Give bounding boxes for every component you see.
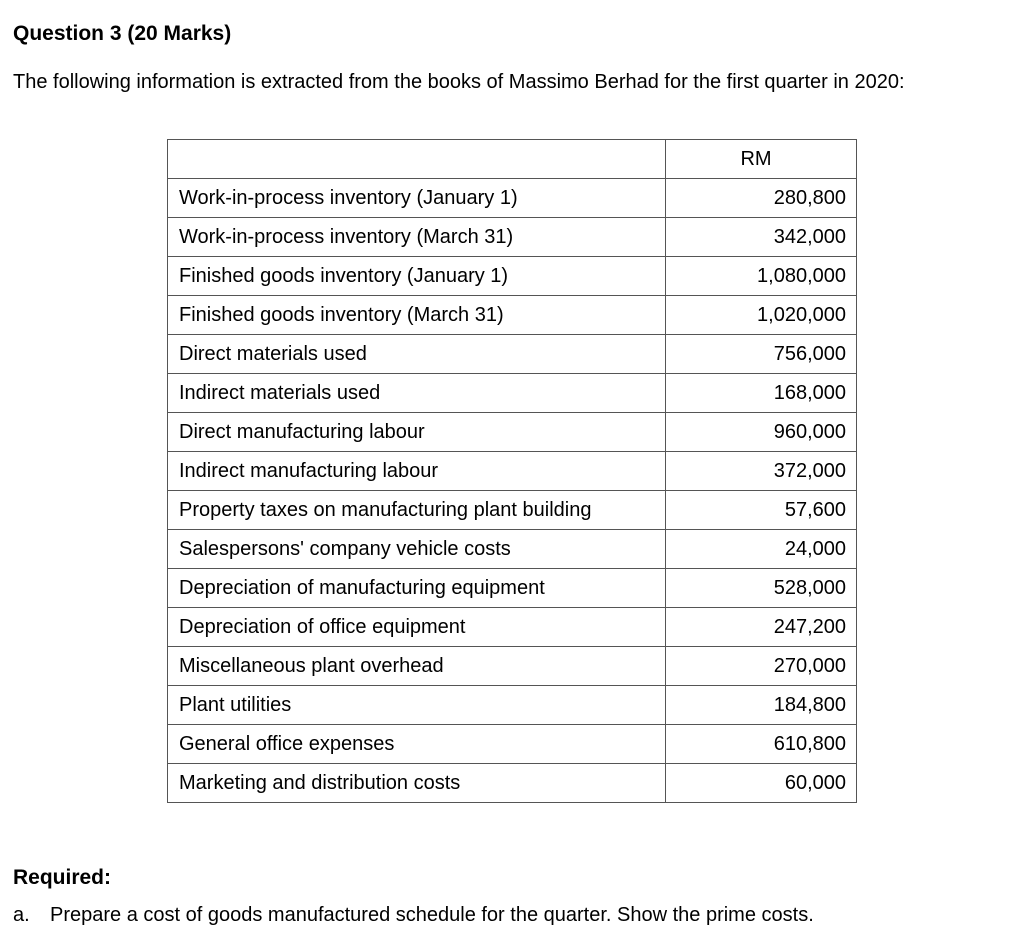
row-amount-cell: 610,800	[666, 725, 857, 764]
required-heading: Required:	[13, 866, 112, 889]
table-row	[168, 686, 857, 725]
task-marker: a.	[13, 904, 30, 926]
row-amount-cell: 528,000	[666, 569, 857, 608]
row-amount-cell: 280,800	[666, 179, 857, 218]
table-row	[168, 530, 857, 569]
row-item-cell: Work-in-process inventory (January 1)	[168, 179, 666, 218]
row-amount-cell: 372,000	[666, 452, 857, 491]
row-item-cell: Indirect manufacturing labour	[168, 452, 666, 491]
row-item-cell: Depreciation of office equipment	[168, 608, 666, 647]
row-item-cell: Salespersons' company vehicle costs	[168, 530, 666, 569]
table-row	[168, 764, 857, 803]
row-item-cell: Direct manufacturing labour	[168, 413, 666, 452]
table-row	[168, 335, 857, 374]
task-text: Prepare a cost of goods manufactured schedule for the quarter. Show the prime costs.	[50, 904, 814, 926]
list-item	[13, 904, 814, 927]
row-amount-cell: 342,000	[666, 218, 857, 257]
row-item-cell: Property taxes on manufacturing plant building	[168, 491, 666, 530]
table-row	[168, 569, 857, 608]
row-item-cell: Plant utilities	[168, 686, 666, 725]
table-row	[168, 218, 857, 257]
row-item-cell: Marketing and distribution costs	[168, 764, 666, 803]
table-row	[168, 725, 857, 764]
table-row	[168, 647, 857, 686]
row-amount-cell: 60,000	[666, 764, 857, 803]
table-row	[168, 374, 857, 413]
row-amount-cell: 168,000	[666, 374, 857, 413]
table-row	[168, 179, 857, 218]
table-row	[168, 413, 857, 452]
question-title: Question 3 (20 Marks)	[13, 22, 232, 45]
row-item-cell: Miscellaneous plant overhead	[168, 647, 666, 686]
row-amount-cell: 247,200	[666, 608, 857, 647]
row-item-cell: Direct materials used	[168, 335, 666, 374]
row-amount-cell: 57,600	[666, 491, 857, 530]
row-amount-cell: 270,000	[666, 647, 857, 686]
table-row	[168, 257, 857, 296]
intro-paragraph: The following information is extracted from the books of Massimo Berhad for the first quarter in 2020:	[13, 71, 905, 93]
table-row	[168, 608, 857, 647]
row-item-cell: Work-in-process inventory (March 31)	[168, 218, 666, 257]
row-item-cell: Finished goods inventory (March 31)	[168, 296, 666, 335]
row-amount-cell: 756,000	[666, 335, 857, 374]
row-item-cell: Depreciation of manufacturing equipment	[168, 569, 666, 608]
row-amount-cell: 24,000	[666, 530, 857, 569]
row-item-cell: General office expenses	[168, 725, 666, 764]
row-amount-cell: 960,000	[666, 413, 857, 452]
task-list	[13, 904, 814, 927]
header-amount-cell: RM	[666, 140, 857, 179]
table-header-row	[168, 140, 857, 179]
row-amount-cell: 1,080,000	[666, 257, 857, 296]
row-item-cell: Indirect materials used	[168, 374, 666, 413]
row-item-cell: Finished goods inventory (January 1)	[168, 257, 666, 296]
row-amount-cell: 1,020,000	[666, 296, 857, 335]
row-amount-cell: 184,800	[666, 686, 857, 725]
table-row	[168, 296, 857, 335]
table-row	[168, 452, 857, 491]
cost-data-table	[167, 139, 857, 803]
table-row	[168, 491, 857, 530]
header-item-cell	[168, 140, 666, 179]
